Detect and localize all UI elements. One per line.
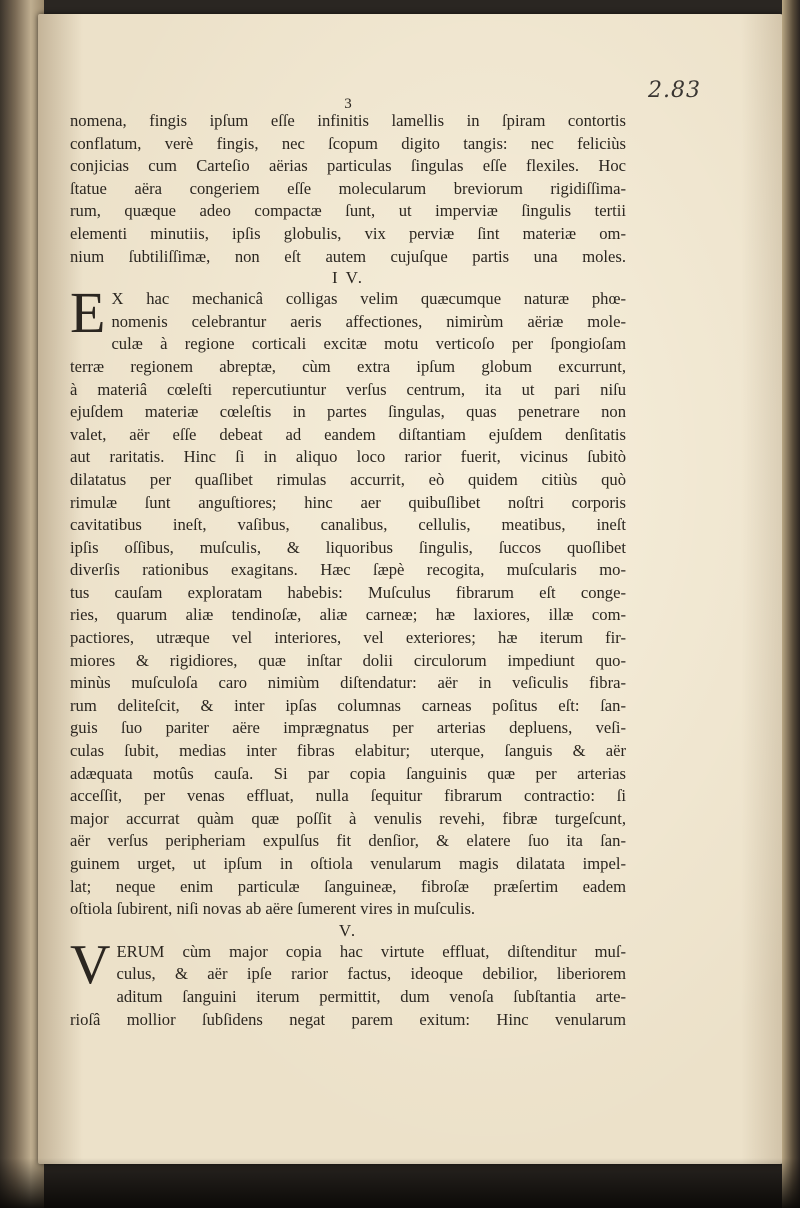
drop-cap-v: V xyxy=(70,933,111,996)
text-line: cavitatibus ineſt, vaſibus, canalibus, cellulis, meatibus, ineſt xyxy=(70,515,626,535)
right-page-edge xyxy=(782,0,800,1208)
text-line: adæquata motûs cauſa. Si par copia ſanguinis quæ per arterias xyxy=(70,763,626,783)
text-line: rioſâ mollior ſubſidens negat parem exitum: Hinc venularum xyxy=(70,1009,626,1029)
text-line: elementi minutiis, ipſis globulis, vix perviæ ſint materiæ om- xyxy=(70,223,626,243)
text-line: rum deliteſcit, & inter ipſas columnas carneas poſitus eſt: ſan- xyxy=(70,695,626,715)
bottom-shadow xyxy=(0,1158,800,1208)
text-line: guinem urget, ut ipſum in oſtiola venularum magis dilatata impel- xyxy=(70,854,626,873)
text-line: rimulæ ſunt anguſtiores; hinc aer quibuſlibet noſtri corporis xyxy=(70,492,626,512)
text-line: valet, aër eſſe debeat ad eandem diſtantiam ejuſdem denſitatis xyxy=(70,424,626,444)
text-line: ſtatue aëra congeriem eſſe molecularum breviorum rigidiſſima- xyxy=(70,178,626,198)
text-line: culas ſubit, medias inter fibras elabitur; uterque, ſanguis & aër xyxy=(70,741,626,761)
drop-cap-e: E xyxy=(70,280,106,346)
text-line: pactiores, utræque vel interiores, vel exteriores; hæ iterum fir- xyxy=(70,628,626,648)
text-line: à materiâ cœleſti repercutiuntur verſus centrum, ita ut pari niſu xyxy=(70,379,626,399)
signature-mark: 3 xyxy=(344,96,352,112)
text-line: major accurrat quàm quæ poſſit à venulis revehi, fibræ turgeſcunt, xyxy=(70,808,626,828)
text-line: culæ à regione corticali excitæ motu verticoſo per ſpongioſam xyxy=(111,334,626,354)
text-line: ries, quarum aliæ tendinoſæ, aliæ carneæ; hæ laxiores, illæ com- xyxy=(70,605,626,625)
text-line: minùs muſculoſa caro nimiùm diſtendatur: aër in veſiculis fibra- xyxy=(70,673,626,693)
text-line: conflatum, verè fingis, nec ſcopum digito tangis: nec feliciùs xyxy=(70,133,626,153)
text-line: X hac mechanicâ colligas velim quæcumque naturæ phœ- xyxy=(111,289,626,309)
text-line: terræ regionem abreptæ, cùm extra ipſum globum excurrunt, xyxy=(70,356,626,376)
text-line: nomenis celebrantur aeris affectiones, nimirùm aëriæ mole- xyxy=(111,311,626,331)
text-line: acceſſit, per venas effluat, nulla ſequitur fibrarum contractio: ſi xyxy=(70,786,626,806)
text-line: oſtiola ſubirent, niſi novas ab aëre ſumerent vires in muſculis. xyxy=(70,899,476,919)
text-line: ERUM cùm major copia hac virtute effluat, diſtenditur muſ- xyxy=(116,941,626,961)
text-line: rum, quæque adeo compactæ ſunt, ut imperviæ ſingulis tertii xyxy=(70,201,626,221)
section-heading-5: V. xyxy=(338,920,358,940)
text-line: tus cauſam exploratam habebis: Muſculus fibrarum eſt conge- xyxy=(70,582,626,602)
section-heading-4: I V. xyxy=(332,268,364,288)
paragraph-2 xyxy=(70,280,626,921)
text-line: aër verſus peripheriam expulſus fit denſior, & elatere ſuo ita ſan- xyxy=(70,831,626,851)
paragraph-1 xyxy=(70,110,626,268)
text-line: dilatatus per quaſlibet rimulas accurrit, eò quidem citiùs quò xyxy=(70,469,626,489)
text-line: guis ſuo pariter aëre imprægnatus per arterias depluens, veſi- xyxy=(70,718,626,738)
text-line: diverſis rationibus exagitans. Hæc ſæpè recogita, muſcularis mo- xyxy=(70,560,626,580)
text-line: aut raritatis. Hinc ſi in aliquo loco rarior fuerit, vicinus ſubitò xyxy=(70,447,626,467)
text-line: ejuſdem materiæ cœleſtis in partes ſingulas, quas penetrare non xyxy=(70,402,626,422)
text-line: conjicias cum Carteſio aërias particulas ſingulas eſſe flexiles. Hoc xyxy=(70,156,626,176)
text-line: culus, & aër ipſe rarior factus, ideoque debilior, liberiorem xyxy=(116,964,626,984)
page-text-block xyxy=(70,98,626,1031)
text-line: ipſis oſſibus, muſculis, & liquoribus ſingulis, ſuccos quoſlibet xyxy=(70,537,626,557)
text-line: nomena, fingis ipſum eſſe infinitis lamellis in ſpiram contortis xyxy=(70,111,626,130)
text-line: lat; neque enim particulæ ſanguineæ, fibroſæ præſertim eadem xyxy=(70,876,626,896)
paragraph-3 xyxy=(70,933,626,1031)
text-line: aditum ſanguini iterum permittit, dum venoſa ſubſtantia arte- xyxy=(116,986,626,1006)
text-line: nium ſubtiliſſimæ, non eſt autem cujuſque partis una moles. xyxy=(70,246,626,266)
folio-number: 2.83 xyxy=(648,78,701,103)
text-line: miores & rigidiores, quæ inſtar dolii circulorum impediunt quo- xyxy=(70,650,626,670)
